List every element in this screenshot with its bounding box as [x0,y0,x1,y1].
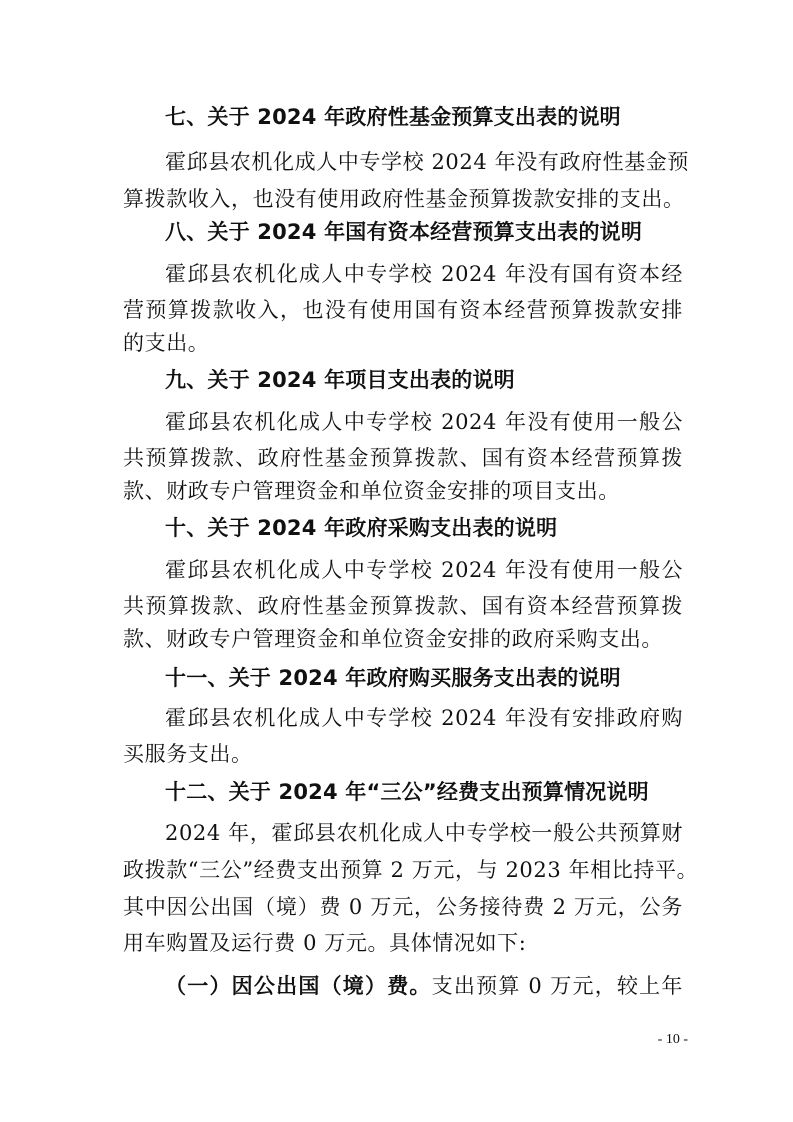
section-7-line-2: 算拨款收入，也没有使用政府性基金预算拨款安排的支出。 [123,187,685,211]
section-11-heading: 十一、关于 2024 年政府购买服务支出表的说明 [165,666,621,690]
section-8-line-2: 营预算拨款收入，也没有使用国有资本经营预算拨款安排 [123,298,683,322]
section-7-heading: 七、关于 2024 年政府性基金预算支出表的说明 [165,105,621,129]
subsection-1-text: 支出预算 0 万元，较上年 [431,974,683,998]
section-9-line-1: 霍邱县农机化成人中专学校 2024 年没有使用一般公 [165,410,683,434]
section-8-heading: 八、关于 2024 年国有资本经营预算支出表的说明 [165,220,643,244]
section-10-line-2: 共预算拨款、政府性基金预算拨款、国有资本经营预算拨 [123,594,683,618]
section-12-heading: 十二、关于 2024 年“三公”经费支出预算情况说明 [165,780,649,804]
section-12-line-4: 用车购置及运行费 0 万元。具体情况如下: [123,931,527,955]
section-9-heading: 九、关于 2024 年项目支出表的说明 [165,368,515,392]
page-number: - 10 - [657,1032,688,1047]
section-12-line-2: 政拨款“三公”经费支出预算 2 万元，与 2023 年相比持平。 [123,858,699,882]
subsection-1-line [165,971,683,1001]
section-10-heading: 十、关于 2024 年政府采购支出表的说明 [165,516,558,540]
subsection-1-title: （一）因公出国（境）费。 [165,974,432,998]
section-8-line-3: 的支出。 [123,331,210,355]
section-11-line-1: 霍邱县农机化成人中专学校 2024 年没有安排政府购 [165,706,683,730]
section-12-line-1: 2024 年，霍邱县农机化成人中专学校一般公共预算财 [165,821,683,845]
section-9-line-2: 共预算拨款、政府性基金预算拨款、国有资本经营预算拨 [123,446,683,470]
section-10-line-1: 霍邱县农机化成人中专学校 2024 年没有使用一般公 [165,558,683,582]
section-10-line-3: 款、财政专户管理资金和单位资金安排的政府采购支出。 [123,627,663,651]
section-12-line-3: 其中因公出国（境）费 0 万元，公务接待费 2 万元，公务 [123,895,683,919]
section-9-line-3: 款、财政专户管理资金和单位资金安排的项目支出。 [123,479,620,503]
section-7-line-1: 霍邱县农机化成人中专学校 2024 年没有政府性基金预 [165,150,689,174]
section-8-line-1: 霍邱县农机化成人中专学校 2024 年没有国有资本经 [165,262,683,286]
section-11-line-2: 买服务支出。 [123,742,253,766]
